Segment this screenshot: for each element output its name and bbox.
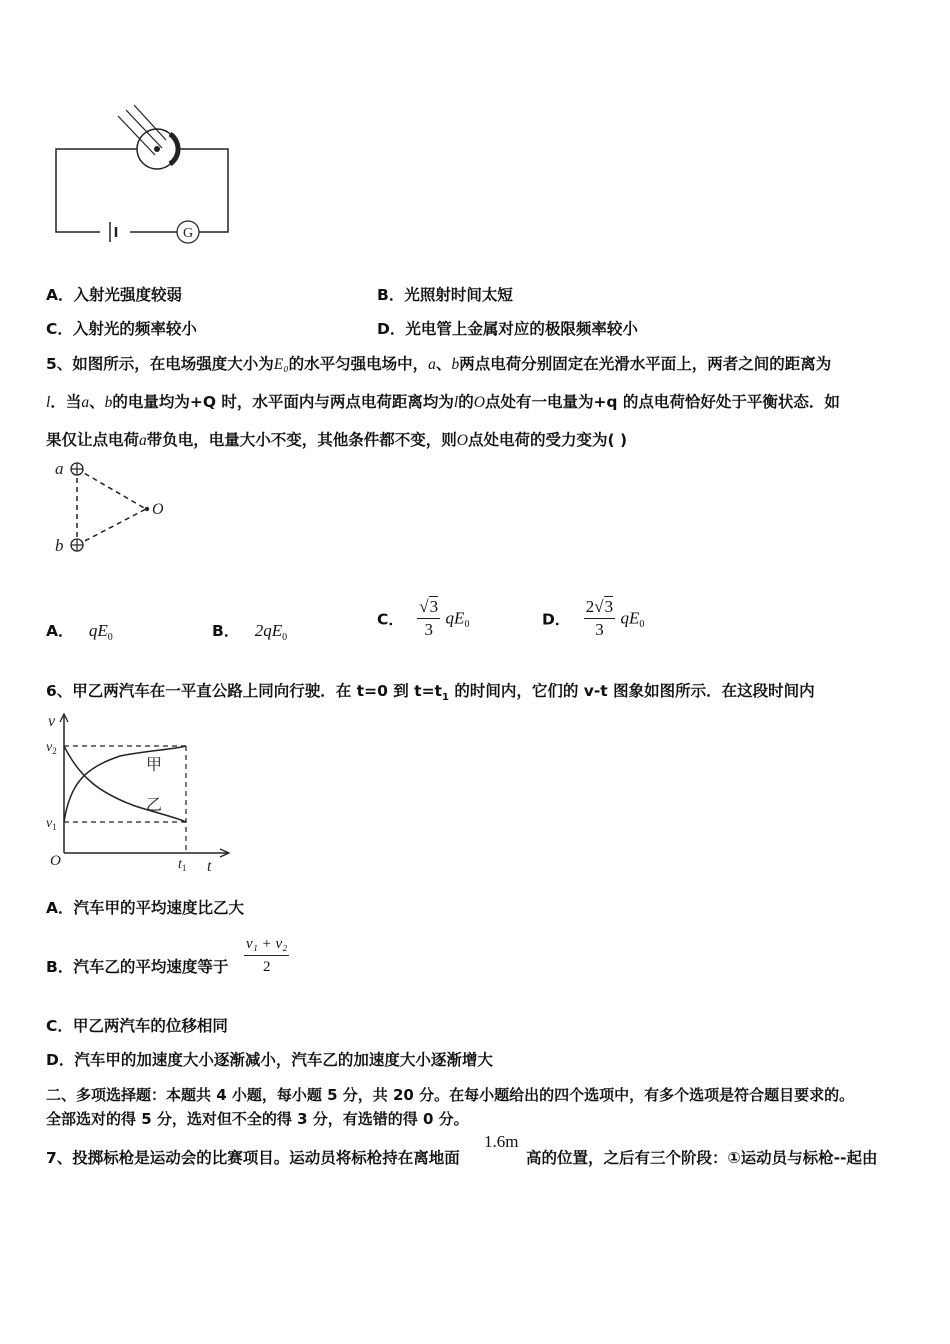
q5-stem-line3 <box>46 430 627 451</box>
q7-height-value: 1.6m <box>484 1132 519 1151</box>
q6-option-d: D．汽车甲的加速度大小逐渐减小，汽车乙的加速度大小逐渐增大 <box>46 1051 493 1069</box>
q7-stem-part2: 高的位置，之后有三个阶段：①运动员与标枪--起由 <box>526 1149 878 1167</box>
option-value: qE <box>88 621 108 640</box>
fraction-denominator: 3 <box>595 620 604 639</box>
q5-stem-line2 <box>46 392 840 413</box>
q5-text: 5、如图所示，在电场强度大小为 <box>46 355 274 373</box>
fraction-denominator: 2 <box>262 959 271 975</box>
q5-a: a <box>81 394 90 411</box>
q5-text: ．当 <box>50 393 82 411</box>
q6-option-b: B．汽车乙的平均速度等于 <box>46 958 229 976</box>
q5-option-a <box>46 621 113 648</box>
label-v1-main: v <box>46 816 53 831</box>
label-v2-main: v <box>46 740 53 755</box>
label-b: b <box>55 536 64 555</box>
option-letter: B． <box>212 622 240 640</box>
section2-heading-line1: 二、多项选择题：本题共 4 小题，每小题 5 分，共 20 分。在每小题给出的四个选项中，有多个选项是符合题目要求的。 <box>46 1086 855 1104</box>
point-o <box>145 507 149 511</box>
q6-text: 的时间内，它们的 v-t 图象如图所示．在这段时间内 <box>448 682 815 700</box>
axis-label-v: v <box>48 713 56 730</box>
q6-option-a: A．汽车甲的平均速度比乙大 <box>46 899 244 917</box>
origin-label: O <box>50 853 61 869</box>
option-letter: A． <box>46 622 74 640</box>
section2-heading-line2: 全部选对的得 5 分，选对但不全的得 3 分，有选错的得 0 分。 <box>46 1110 469 1128</box>
coefficient: 2 <box>585 597 595 616</box>
label-t1-main: t <box>178 857 182 872</box>
q6-stem <box>46 681 815 708</box>
q4-option-b: B．光照射时间太短 <box>377 286 513 304</box>
label-v2 <box>46 740 57 756</box>
q5-charge-diagram <box>48 455 178 560</box>
option-value: qE <box>445 608 465 628</box>
option-value: qE <box>620 608 640 628</box>
q5-option-b <box>212 621 287 648</box>
label-t1 <box>178 857 186 873</box>
q5-o: O <box>473 394 485 411</box>
label-o: O <box>152 501 164 518</box>
q5-a: a <box>139 432 147 449</box>
option-letter: D． <box>542 610 571 629</box>
radicand: 3 <box>429 597 439 616</box>
subscript: 1 <box>441 692 449 704</box>
galvanometer-label: G <box>182 226 194 241</box>
label-a: a <box>55 459 64 478</box>
q5-b: b <box>104 394 113 411</box>
q6-option-b-fraction <box>244 933 289 978</box>
q7-stem-part1: 7、投掷标枪是运动会的比赛项目。运动员将标枪持在离地面 <box>46 1149 460 1167</box>
q5-text: 带负电，电量大小不变，其他条件都不变，则 <box>146 431 457 449</box>
q5-b: b <box>451 356 460 373</box>
label-v2-sub: 2 <box>52 746 57 756</box>
q6-option-c: C．甲乙两汽车的位移相同 <box>46 1017 228 1035</box>
q4-option-d: D．光电管上金属对应的极限频率较小 <box>377 320 638 338</box>
q5-text: 点处有一电量为+q 的点电荷恰好处于平衡状态．如 <box>484 393 840 411</box>
q5-text: 的电量均为+Q 时，水平面内与两点电荷距离均为 <box>112 393 454 411</box>
curve-yi <box>64 746 186 822</box>
label-jia: 甲 <box>146 755 163 774</box>
label-t1-sub: 1 <box>181 863 187 873</box>
fraction <box>244 933 289 978</box>
fraction <box>417 596 440 641</box>
q5-l: l <box>453 394 459 411</box>
subscript: 0 <box>639 619 645 631</box>
curve-jia <box>64 746 186 822</box>
q5-o: O <box>456 432 468 449</box>
fraction-numerator: v₁ + v₂ <box>244 933 289 956</box>
subscript: 0 <box>464 619 470 631</box>
q4-option-c: C．入射光的频率较小 <box>46 320 197 338</box>
q5-l: l <box>46 394 51 411</box>
subscript: 0 <box>107 632 113 644</box>
q5-sep: 、 <box>435 355 452 373</box>
label-yi: 乙 <box>146 795 163 814</box>
q4-option-a: A．入射光强度较弱 <box>46 286 182 304</box>
photocell-anode <box>154 146 160 152</box>
fraction-numerator: 2√3 <box>584 596 615 619</box>
q5-text: 两点电荷分别固定在光滑水平面上，两者之间的距离为 <box>459 355 832 373</box>
dashed-line-ao <box>77 469 146 509</box>
q6-vt-graph <box>40 708 240 878</box>
q5-text: 点处电荷的受力变为( ) <box>467 431 628 449</box>
photocell-circuit-diagram <box>40 100 250 260</box>
dashed-line-bo <box>77 509 146 545</box>
subscript: 0 <box>282 632 288 644</box>
q5-option-d <box>542 596 644 641</box>
fraction <box>584 596 615 641</box>
q5-text: 果仅让点电荷 <box>46 431 140 449</box>
q5-text: 的水平匀强电场中， <box>288 355 429 373</box>
label-v1-sub: 1 <box>52 822 57 832</box>
q5-text: 的 <box>458 393 474 411</box>
q6-text: 6、甲乙两汽车在一平直公路上同向行驶．在 t=0 到 t=t <box>46 682 442 700</box>
fraction-denominator: 3 <box>424 620 433 639</box>
option-letter: C． <box>377 610 404 629</box>
option-value: 2qE <box>254 621 283 640</box>
axis-label-t: t <box>207 858 212 875</box>
q5-sep: 、 <box>89 393 105 411</box>
label-v1 <box>46 816 57 832</box>
q5-stem-line1 <box>46 354 831 375</box>
q5-e0: E₀ <box>273 356 289 373</box>
radicand: 3 <box>604 597 614 616</box>
q5-a: a <box>428 356 436 373</box>
q5-option-c <box>377 596 469 641</box>
fraction-numerator: √3 <box>417 596 440 619</box>
